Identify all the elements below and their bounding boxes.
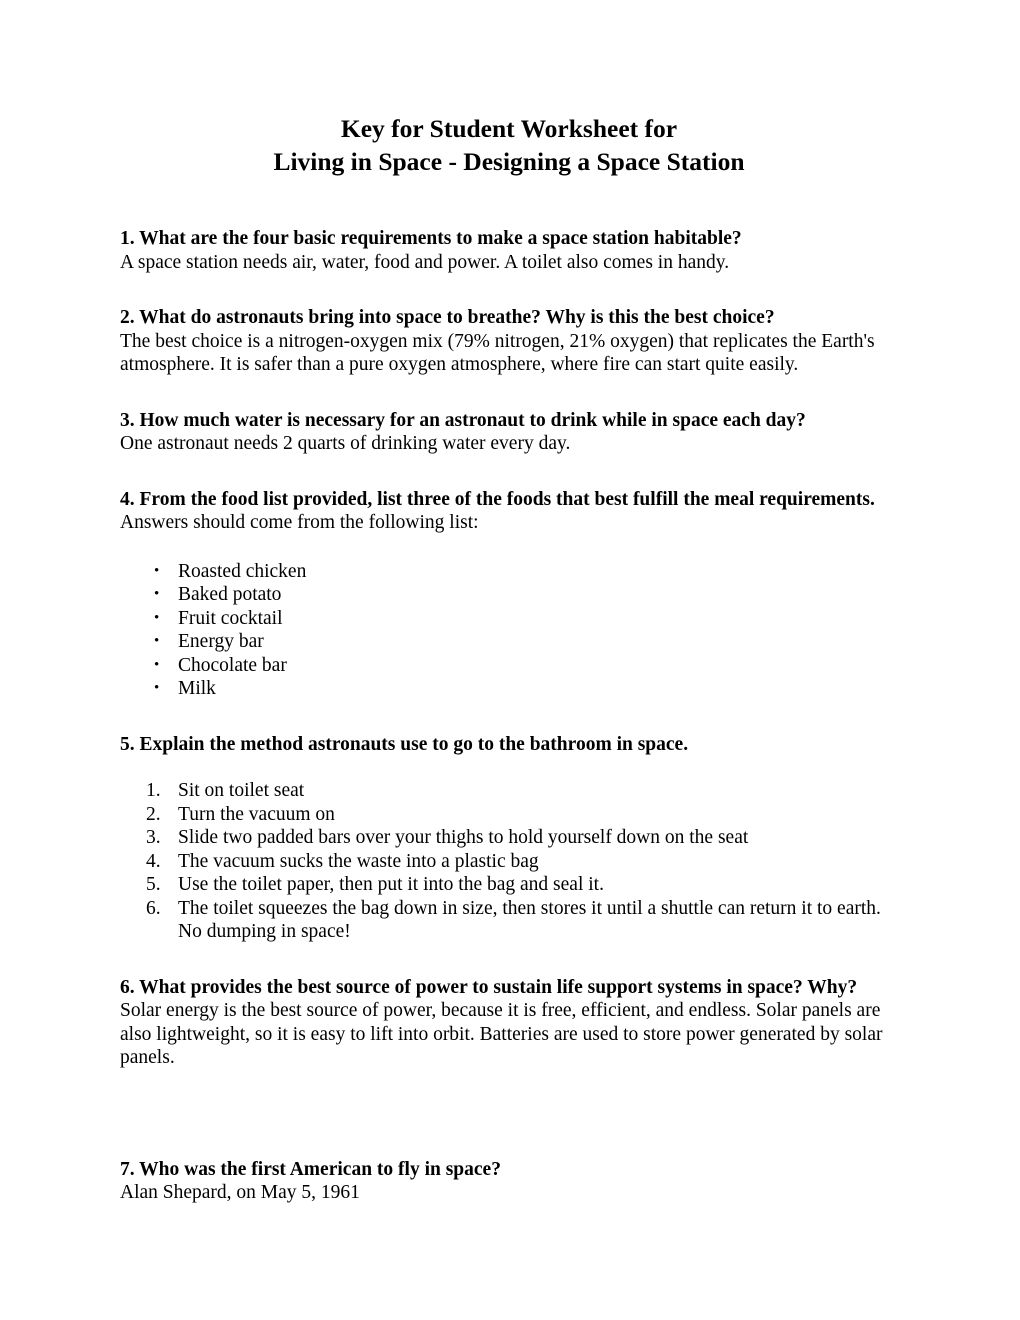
document-content	[120, 0, 898, 1205]
document-title	[120, 0, 898, 178]
list-item-label: Sit on toilet seat	[178, 780, 305, 801]
list-item-label: Energy bar	[178, 631, 264, 652]
list-item-label: Baked potato	[178, 584, 282, 605]
list-item-label: Milk	[178, 678, 216, 699]
list-item	[120, 607, 898, 631]
question-block-2	[120, 306, 898, 377]
list-item-label: Chocolate bar	[178, 654, 287, 676]
bullet-icon: •	[154, 609, 160, 626]
list-item-number: 2.	[146, 803, 161, 825]
list-item-number: 4.	[146, 850, 161, 872]
list-item	[120, 779, 898, 803]
bullet-icon: •	[154, 680, 160, 696]
list-item	[120, 654, 898, 678]
bullet-icon: •	[154, 562, 160, 579]
list-item-number: 1.	[146, 780, 161, 801]
answer-text-7: Alan Shepard, on May 5, 1961	[120, 1182, 360, 1203]
question-block-5	[120, 733, 898, 944]
list-item	[120, 873, 898, 897]
list-item-number: 5.	[146, 874, 161, 895]
question-block-4	[120, 488, 898, 701]
answer-text-2: The best choice is a nitrogen-oxygen mix (79% nitrogen, 21% oxygen) that replicates the Earth's atmosphere. It is safer than a pure oxygen atmosphere, where fire can start quite easily.	[120, 330, 875, 375]
question-block-6	[120, 976, 898, 1070]
bullet-icon: •	[154, 656, 160, 673]
question-heading-7: 7. Who was the first American to fly in space?	[120, 1158, 501, 1180]
list-item-label: The vacuum sucks the waste into a plastic bag	[178, 850, 539, 872]
question-heading-3: 3. How much water is necessary for an astronaut to drink while in space each day?	[120, 409, 806, 431]
question-heading-2: 2. What do astronauts bring into space to breathe? Why is this the best choice?	[120, 307, 775, 328]
answer-text-1: A space station needs air, water, food and power. A toilet also comes in handy.	[120, 251, 730, 273]
bullet-icon: •	[154, 633, 160, 649]
list-item	[120, 897, 898, 944]
list-item-number: 3.	[146, 827, 161, 848]
answer-text-3: One astronaut needs 2 quarts of drinking water every day.	[120, 433, 571, 454]
question-heading-5: 5. Explain the method astronauts use to go to the bathroom in space.	[120, 733, 689, 755]
bullet-icon: •	[154, 586, 160, 602]
food-options-list	[120, 560, 898, 701]
question-block-7	[120, 1158, 898, 1205]
answer-text-6: Solar energy is the best source of power, because it is free, efficient, and endless. Solar panels are also lightweight, so it is easy to lift into orbit. Batteries are used to store power generated by solar panels.	[120, 1000, 883, 1068]
list-item	[120, 583, 898, 607]
list-item-label: Roasted chicken	[178, 560, 307, 582]
title-line-2: Living in Space - Designing a Space Station	[273, 147, 745, 176]
list-item-label: Fruit cocktail	[178, 607, 283, 629]
list-item	[120, 630, 898, 654]
list-item	[120, 826, 898, 850]
question-block-3	[120, 409, 898, 456]
list-item-label: Slide two padded bars over your thighs to hold yourself down on the seat	[178, 827, 749, 848]
list-item-number: 6.	[146, 897, 161, 919]
question-heading-4: 4. From the food list provided, list three of the foods that best fulfill the meal requirements.	[120, 488, 875, 510]
section-spacer	[120, 1070, 898, 1126]
list-item-label: The toilet squeezes the bag down in size, then stores it until a shuttle can return it to earth. No dumping in space!	[178, 897, 881, 942]
list-item	[120, 560, 898, 584]
answer-text-4: Answers should come from the following list:	[120, 512, 479, 533]
list-item-label: Turn the vacuum on	[178, 803, 335, 825]
list-item	[120, 677, 898, 701]
list-item	[120, 803, 898, 827]
list-item	[120, 850, 898, 874]
question-block-1	[120, 227, 898, 274]
title-line-1: Key for Student Worksheet for	[340, 114, 678, 143]
question-heading-1: 1. What are the four basic requirements to make a space station habitable?	[120, 228, 742, 249]
question-heading-6: 6. What provides the best source of power to sustain life support systems in space? Why?	[120, 976, 858, 998]
bathroom-steps-list	[120, 779, 898, 944]
list-item-label: Use the toilet paper, then put it into the bag and seal it.	[178, 874, 604, 895]
